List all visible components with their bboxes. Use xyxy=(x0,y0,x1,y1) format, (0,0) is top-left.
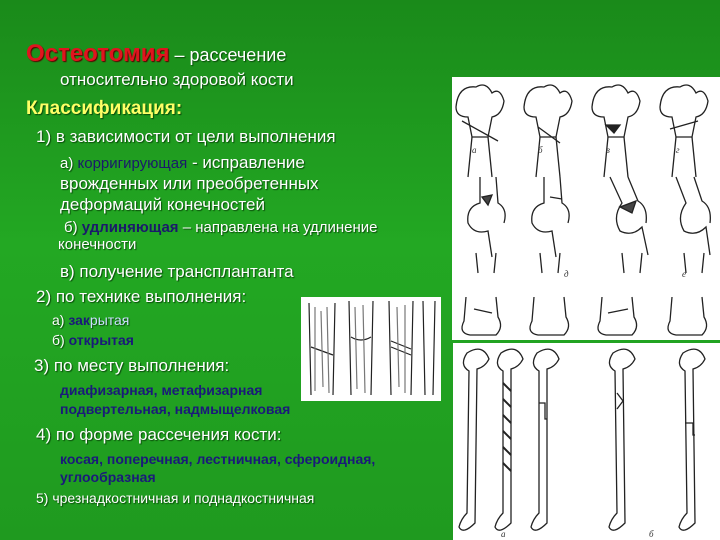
item4-line1: косая, поперечная, лестничная, сфероидная, xyxy=(60,451,376,467)
item1-b-prefix: б) xyxy=(64,219,82,236)
fig-letter-b: б xyxy=(538,145,543,155)
item1-b-line2: конечности xyxy=(58,236,137,253)
wedge-drawing-1 xyxy=(468,177,505,273)
femur-drawing-5 xyxy=(679,349,705,530)
fig-letter-a: а xyxy=(472,145,477,155)
figure-technique-panel xyxy=(301,297,441,401)
femur-step-drawing xyxy=(531,349,559,530)
femur-letter-b: б xyxy=(649,529,654,539)
item1-label: 1) в зависимости от цели выполнения xyxy=(36,127,336,146)
item2-b-term: открытая xyxy=(68,332,134,348)
fig-letter-v: в xyxy=(606,145,610,155)
item4-label: 4) по форме рассечения кости: xyxy=(36,425,282,444)
figure-osteotomy-types-illustration xyxy=(452,77,720,340)
knee-drawing-b xyxy=(524,85,572,177)
item2-a-term-part2: рытая xyxy=(89,312,130,328)
definition-dash: – рассечение xyxy=(169,45,287,65)
joint-drawing-1 xyxy=(462,297,501,335)
bone-closed-drawing xyxy=(309,303,335,395)
definition-line2: относительно здоровой кости xyxy=(60,70,294,89)
femur-spiral-drawing xyxy=(495,349,523,530)
definition-line1 xyxy=(26,40,286,68)
classification-heading: Классификация: xyxy=(26,98,183,119)
item3-line2: подвертельная, надмыщелковая xyxy=(60,401,291,417)
item1-a-line1 xyxy=(60,153,305,173)
fig-letter-d: д xyxy=(564,269,569,279)
figure-femur-illustration xyxy=(453,343,720,540)
item1-a-line3: деформаций конечностей xyxy=(60,195,265,214)
fig-letter-g: г xyxy=(676,145,680,155)
item2-label: 2) по технике выполнения: xyxy=(36,287,247,306)
item2-a xyxy=(52,312,129,328)
wedge-drawing-4 xyxy=(676,177,710,273)
item2-b xyxy=(52,332,134,348)
item1-a-line2: врожденных или преобретенных xyxy=(60,174,319,193)
item4-line2: углообразная xyxy=(60,469,156,485)
item5-label: 5) чрезнадкостничная и поднадкостничная xyxy=(36,490,315,506)
item2-b-prefix: б) xyxy=(52,332,69,348)
item1-a-term: корригирующая xyxy=(77,155,188,172)
bone-open-drawing xyxy=(389,301,435,395)
item1-b-line1 xyxy=(64,219,378,236)
wedge-drawing-3 xyxy=(610,177,648,273)
bone-cut-drawing-2 xyxy=(349,301,373,395)
joint-drawing-2 xyxy=(530,297,569,335)
femur-drawing-1 xyxy=(459,349,489,530)
femur-letter-a: а xyxy=(501,529,506,539)
item1-b-term: удлиняющая xyxy=(81,219,179,236)
figure-technique-illustration xyxy=(301,297,441,401)
item2-a-term-part1: зак xyxy=(68,312,90,328)
item3-label: 3) по месту выполнения: xyxy=(34,356,230,375)
item1-a-text1: - исправление xyxy=(187,153,305,172)
joint-drawing-3 xyxy=(598,297,637,335)
figure-osteotomy-types-panel xyxy=(452,77,720,340)
item2-a-prefix: а) xyxy=(52,312,69,328)
figure-femur-panel xyxy=(453,343,720,540)
knee-drawing-a xyxy=(456,85,504,177)
item1-b-text1: – направлена на удлинение xyxy=(178,219,378,236)
item1-a-prefix: а) xyxy=(60,155,78,172)
term-osteotomy: Остеотомия xyxy=(26,40,170,67)
wedge-drawing-2 xyxy=(532,177,569,273)
joint-drawing-4 xyxy=(668,297,707,335)
femur-drawing-4 xyxy=(609,349,635,530)
knee-drawing-v xyxy=(592,85,640,177)
fig-letter-e: е xyxy=(682,269,686,279)
item3-line1: диафизарная, метафизарная xyxy=(60,382,263,398)
knee-drawing-g xyxy=(660,85,708,177)
item1-c: в) получение трансплантанта xyxy=(60,262,294,281)
